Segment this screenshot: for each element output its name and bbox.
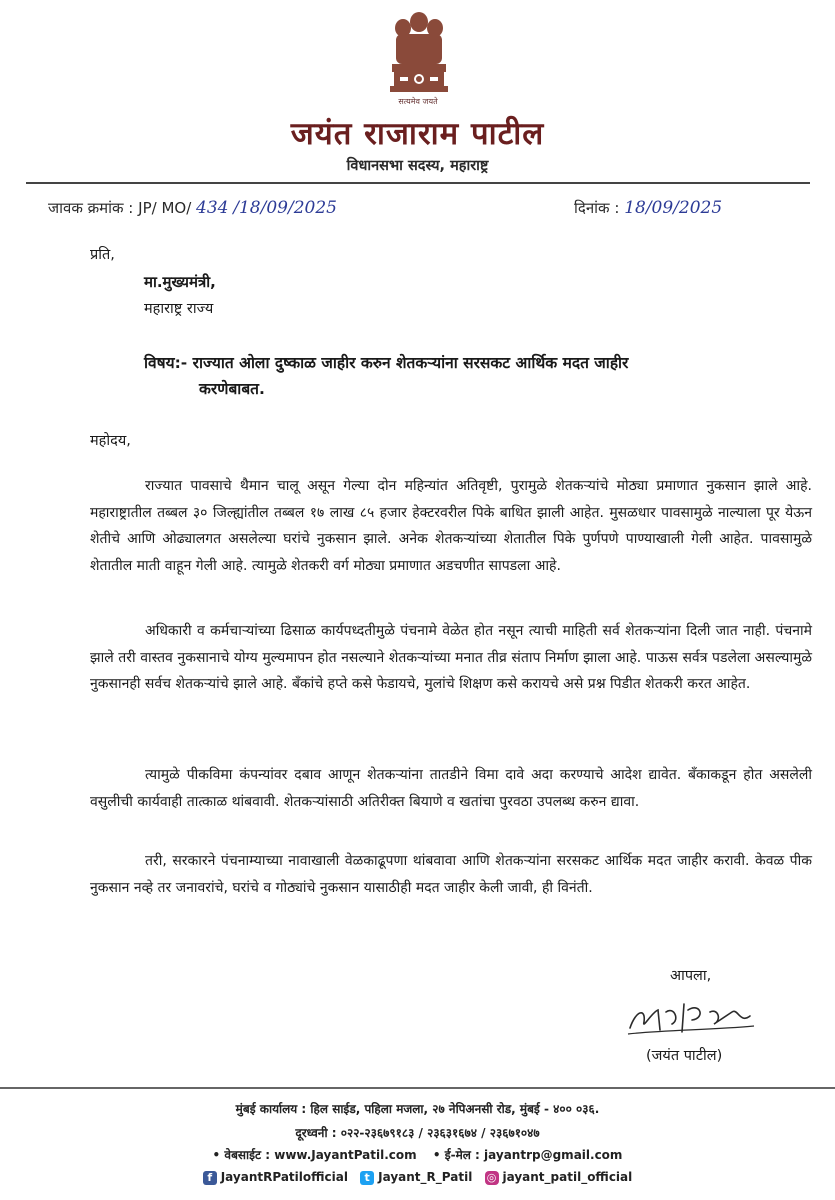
letter-date [574,198,722,218]
outward-prefix: JP/ MO/ [138,199,192,217]
twitter-link[interactable] [360,1170,472,1185]
footer-office-address: मुंबई कार्यालय : हिल साईड, पहिला मजला, २७ नेपिअनसी रोड, मुंबई - ४०० ०३६. [235,1102,600,1116]
subject [144,350,784,402]
state-emblem-icon [370,8,468,108]
subject-label: विषय:- [144,354,188,372]
recipient-line1: मा.मुख्यमंत्री, [144,273,216,291]
outward-label: जावक क्रमांक : [48,199,134,217]
recipient-line2: महाराष्ट्र राज्य [144,301,214,317]
recipient-to: प्रति, [90,247,115,263]
twitter-handle: Jayant_R_Patil [378,1170,473,1185]
footer-phone: दूरध्वनी : ०२२-२३६७९१८३ / २३६३१६७४ / २३६७१०४७ [295,1126,540,1140]
closing-yours: आपला, [670,968,712,984]
instagram-link[interactable] [485,1170,633,1185]
paragraph-3: त्यामुळे पीकविमा कंपन्यांवर दबाव आणून शेतकऱ्यांना तातडीने विमा दावे अदा करण्याचे आदेश द्यावेत. बँकाकडून होत असलेली वसुलीची कार्यवाही तात्काळ थांबवावी. शेतकऱ्यांसाठी अतिरीक्त बियाणे व खतांचा पुरवठा उपलब्ध करुन द्यावा. [90,767,812,810]
social-links [0,1170,835,1185]
footer-divider [0,1087,835,1089]
footer-web-email [0,1146,835,1163]
website-label: • वेबसाईट : [212,1148,271,1162]
subject-line2: करणेबाबत. [199,380,265,398]
instagram-handle: jayant_patil_official [502,1170,633,1185]
website-link[interactable]: www.JayantPatil.com [274,1148,417,1162]
header-divider [26,182,810,184]
date-value: 18/09/2025 [624,198,723,218]
outward-number: 434 [196,198,229,218]
twitter-icon: t [360,1171,374,1185]
instagram-icon: ◎ [485,1171,499,1185]
facebook-icon: f [203,1171,217,1185]
email-link[interactable]: jayantrp@gmail.com [484,1148,623,1162]
outward-date: /18/09/2025 [233,198,337,218]
letterhead-name: जयंत राजाराम पाटील [290,116,545,152]
paragraph-1: राज्यात पावसाचे थैमान चालू असून गेल्या दोन महिन्यांत अतिवृष्टी, पुरामुळे शेतकऱ्यांचे मोठ्या प्रमाणात नुकसान झाले आहे. महाराष्ट्रातील तब्बल ३० जिल्ह्यांतील तब्बल १७ लाख ८५ हजार हेक्टरवरील पिके बाधित झाली आहेत. मुसळधार पावसामुळे नाल्याला पूर येऊन शेतीचे आणि ओढ्यालगत असलेल्या घरांचे नुकसान झाले. अनेक शेतकऱ्यांच्या शेतातील पिके पुर्णपणे पाण्याखाली गेली आहेत. पावसामुळे शेतातील माती वाहून गेली आहे. त्यामुळे शेतकरी वर्ग मोठ्या प्रमाणात अडचणीत सापडला आहे. [90,478,812,574]
paragraph-2: अधिकारी व कर्मचाऱ्यांच्या ढिसाळ कार्यपध्दतीमुळे पंचनामे वेळेत होत नसून त्याची माहिती सर्व शेतकऱ्यांना दिली जात नाही. पंचनामे झाले तरी वास्तव नुकसानाचे योग्य मुल्यमापन होत नसल्याने शेतकऱ्यांच्या मनात तीव्र संताप निर्माण झाला आहे. पाऊस सर्वत्र पडलेला असल्यामुळे नुकसानही सर्वच शेतकऱ्यांचे झाले आहे. बँकांचे हप्ते कसे फेडायचे, मुलांचे शिक्षण कसे करायचे असे प्रश्न पिडीत शेतकरी करत आहेत. [90,623,812,692]
date-label: दिनांक : [574,199,620,217]
facebook-link[interactable] [203,1170,348,1185]
outward-reference [48,198,337,218]
salutation: महोदय, [90,433,131,449]
facebook-handle: JayantRPatilofficial [220,1170,348,1185]
emblem-motto: सत्यमेव जयते [398,97,438,106]
email-label: • ई-मेल : [432,1148,480,1162]
signatory-name: (जयंत पाटील) [646,1048,723,1064]
paragraph-4: तरी, सरकारने पंचनाम्याच्या नावाखाली वेळकाढूपणा थांबवावा आणि शेतकऱ्यांना सरसकट आर्थिक मदत जाहीर करावी. केवळ पीक नुकसान नव्हे तर जनावरांचे, घरांचे व गोठ्यांचे नुकसान यासाठीही मदत जाहीर केली जावी, ही विनंती. [90,853,812,896]
subject-line1: राज्यात ओला दुष्काळ जाहीर करुन शेतकऱ्यांना सरसकट आर्थिक मदत जाहीर [192,354,629,372]
signature [622,990,762,1040]
letterhead-designation: विधानसभा सदस्य, महाराष्ट्र [346,158,489,174]
